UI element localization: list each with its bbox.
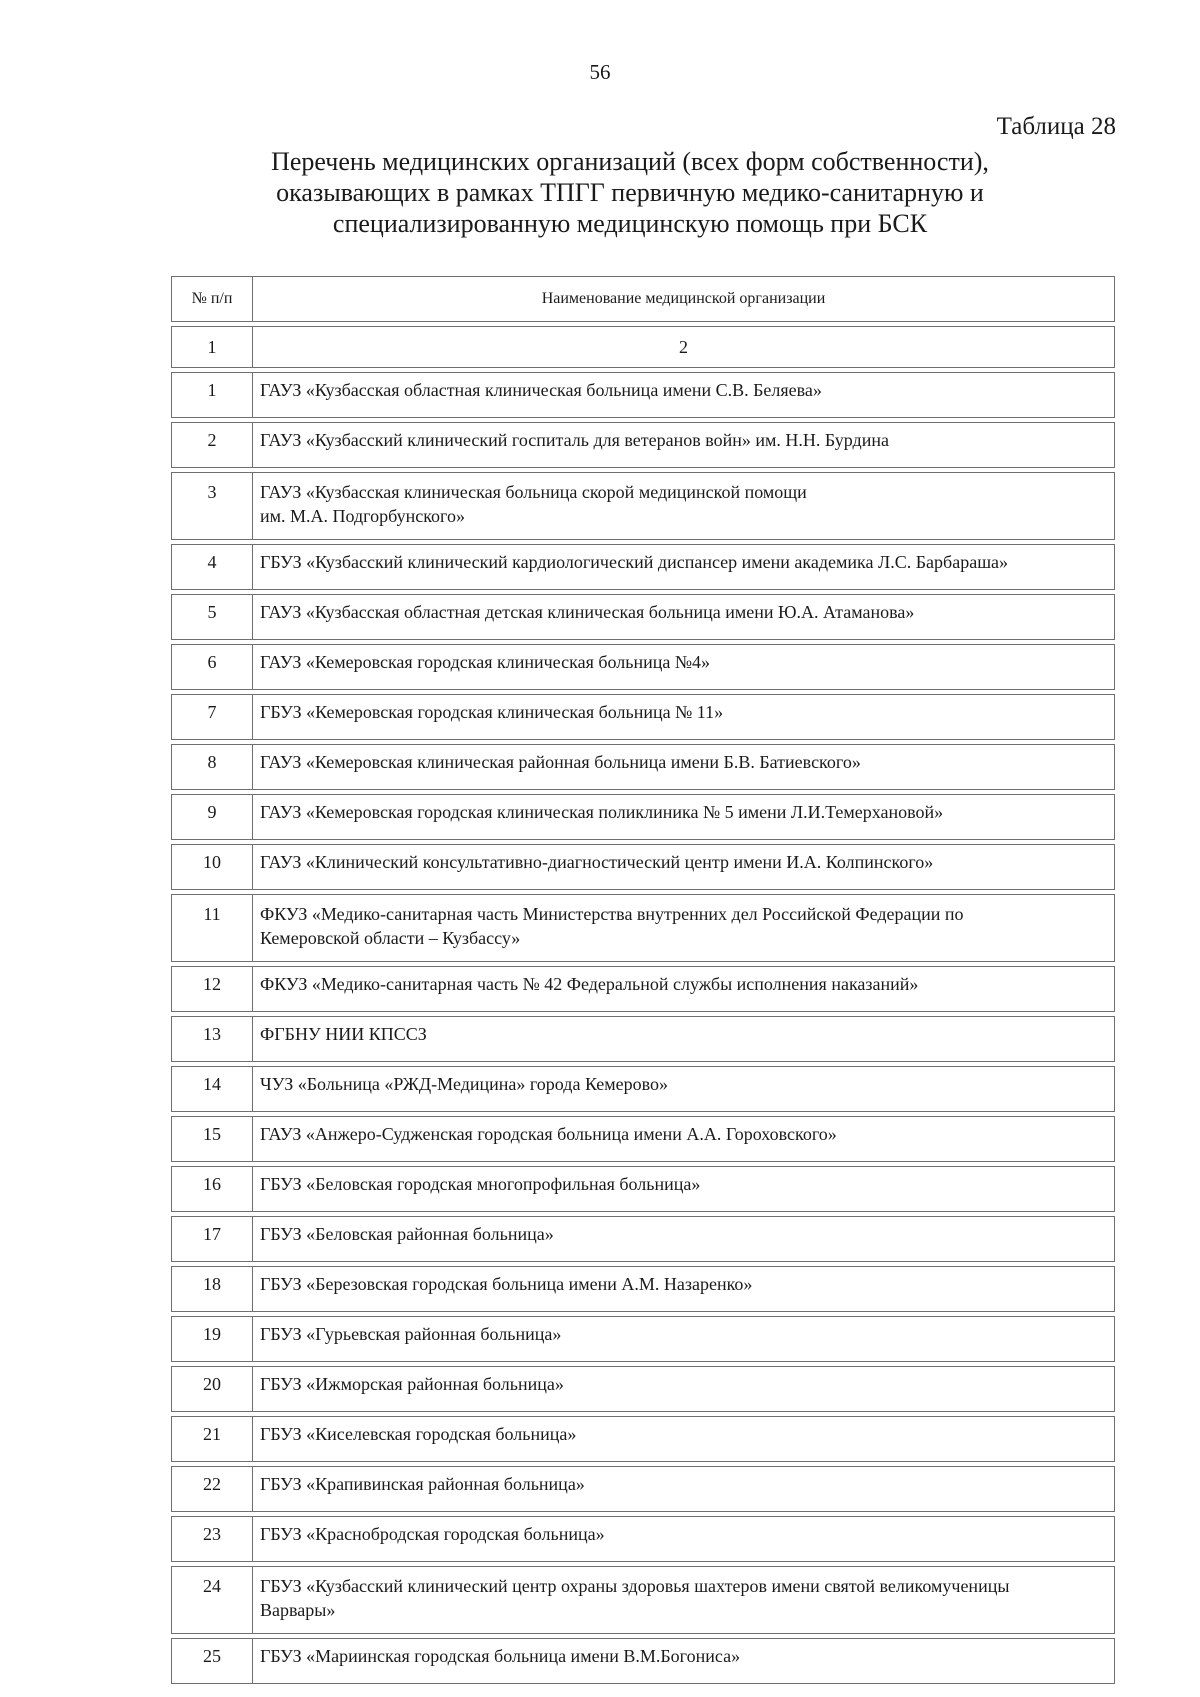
organization-name-line: ФКУЗ «Медико-санитарная часть Министерства внутренних дел Российской Федерации по: [260, 904, 964, 924]
organization-name: [253, 1516, 1115, 1562]
organization-name: [253, 1216, 1115, 1262]
table-row: [171, 1016, 1115, 1062]
row-number: 22: [171, 1466, 253, 1512]
row-number: 4: [171, 544, 253, 590]
table-row: [171, 1366, 1115, 1412]
row-number: 8: [171, 744, 253, 790]
table-row: [171, 1566, 1115, 1634]
organization-name-line: ЧУЗ «Больница «РЖД-Медицина» города Кемерово»: [260, 1074, 669, 1094]
table-row: [171, 694, 1115, 740]
organization-name-line: ГБУЗ «Мариинская городская больница имени В.М.Богониса»: [260, 1646, 741, 1666]
row-number: 10: [171, 844, 253, 890]
row-number: 13: [171, 1016, 253, 1062]
row-number: 24: [171, 1566, 253, 1634]
organization-name-line: Кемеровской области – Кузбассу»: [260, 928, 521, 948]
organization-name-line: ГБУЗ «Беловская районная больница»: [260, 1224, 554, 1244]
row-number: 15: [171, 1116, 253, 1162]
organization-name: [253, 1166, 1115, 1212]
table-row: [171, 594, 1115, 640]
table-caption: Таблица 28: [996, 113, 1116, 140]
table-row: [171, 372, 1115, 418]
row-number: 21: [171, 1416, 253, 1462]
table-row: [171, 1316, 1115, 1362]
column-number-1: 1: [171, 326, 253, 368]
organization-name-line: ГБУЗ «Кузбасский клинический центр охраны здоровья шахтеров имени святой великомученицы: [260, 1576, 1010, 1596]
organization-name-line: ГБУЗ «Киселевская городская больница»: [260, 1424, 577, 1444]
title-line: Перечень медицинских организаций (всех форм собственности),: [271, 147, 989, 176]
row-number: 19: [171, 1316, 253, 1362]
table-row: [171, 544, 1115, 590]
title-line: специализированную медицинскую помощь при БСК: [332, 209, 928, 238]
row-number: 16: [171, 1166, 253, 1212]
organizations-table: [171, 272, 1115, 1688]
table-row: [171, 472, 1115, 540]
row-number: 1: [171, 372, 253, 418]
organization-name-line: ГАУЗ «Кузбасский клинический госпиталь для ветеранов войн» им. Н.Н. Бурдина: [260, 430, 889, 450]
organization-name: [253, 894, 1115, 962]
organization-name-line: ГБУЗ «Березовская городская больница имени А.М. Назаренко»: [260, 1274, 753, 1294]
table-row: [171, 744, 1115, 790]
organization-name: [253, 1466, 1115, 1512]
table-row: [171, 1116, 1115, 1162]
organization-name-line: ГАУЗ «Кемеровская клиническая районная больница имени Б.В. Батиевского»: [260, 752, 861, 772]
table-row: [171, 422, 1115, 468]
row-number: 12: [171, 966, 253, 1012]
row-number: 18: [171, 1266, 253, 1312]
row-number: 7: [171, 694, 253, 740]
title-line: оказывающих в рамках ТПГГ первичную медико-санитарную и: [276, 178, 984, 207]
header-name: Наименование медицинской организации: [253, 276, 1115, 322]
table-row: [171, 966, 1115, 1012]
table-row: [171, 1416, 1115, 1462]
organization-name: [253, 794, 1115, 840]
row-number: 23: [171, 1516, 253, 1562]
organization-name: [253, 1116, 1115, 1162]
organization-name: [253, 644, 1115, 690]
organization-name-line: ГАУЗ «Анжеро-Судженская городская больница имени А.А. Гороховского»: [260, 1124, 837, 1144]
row-number: 14: [171, 1066, 253, 1112]
row-number: 3: [171, 472, 253, 540]
organization-name-line: ГБУЗ «Ижморская районная больница»: [260, 1374, 564, 1394]
table-row: [171, 1466, 1115, 1512]
page-number: 56: [589, 60, 611, 84]
table-row: [171, 644, 1115, 690]
organization-name-line: ГБУЗ «Гурьевская районная больница»: [260, 1324, 562, 1344]
column-numbers-row: [171, 326, 1115, 368]
organization-name-line: ГАУЗ «Кемеровская городская клиническая больница №4»: [260, 652, 711, 672]
organization-name: [253, 1266, 1115, 1312]
organization-name-line: ГАУЗ «Кемеровская городская клиническая поликлиника № 5 имени Л.И.Темерхановой»: [260, 802, 944, 822]
row-number: 25: [171, 1638, 253, 1684]
row-number: 17: [171, 1216, 253, 1262]
organization-name: [253, 1566, 1115, 1634]
organization-name-line: ФГБНУ НИИ КПССЗ: [260, 1024, 427, 1044]
column-number-2: 2: [253, 326, 1115, 368]
row-number: 6: [171, 644, 253, 690]
organization-name: [253, 1366, 1115, 1412]
row-number: 5: [171, 594, 253, 640]
table-row: [171, 894, 1115, 962]
organization-name: [253, 1016, 1115, 1062]
table-row: [171, 1166, 1115, 1212]
table-row: [171, 1216, 1115, 1262]
organization-name-line: ГБУЗ «Кузбасский клинический кардиологический диспансер имени академика Л.С. Барбараша»: [260, 552, 1009, 572]
organization-name: [253, 372, 1115, 418]
organization-name: [253, 1066, 1115, 1112]
organization-name: [253, 1638, 1115, 1684]
organization-name: [253, 1416, 1115, 1462]
row-number: 9: [171, 794, 253, 840]
organization-name-line: ГАУЗ «Кузбасская областная клиническая больница имени С.В. Беляева»: [260, 380, 822, 400]
organization-name: [253, 422, 1115, 468]
organization-name-line: Варвары»: [260, 1600, 336, 1620]
organization-name-line: ГАУЗ «Кузбасская областная детская клиническая больница имени Ю.А. Атаманова»: [260, 602, 915, 622]
header-num: № п/п: [171, 276, 253, 322]
table-row: [171, 844, 1115, 890]
table-row: [171, 794, 1115, 840]
table-row: [171, 1638, 1115, 1684]
organization-name: [253, 744, 1115, 790]
table-header-row: [171, 276, 1115, 322]
row-number: 2: [171, 422, 253, 468]
organization-name-line: ГБУЗ «Крапивинская районная больница»: [260, 1474, 585, 1494]
organization-name: [253, 1316, 1115, 1362]
organization-name-line: ГАУЗ «Кузбасская клиническая больница скорой медицинской помощи: [260, 482, 807, 502]
organization-name-line: ГАУЗ «Клинический консультативно-диагностический центр имени И.А. Колпинского»: [260, 852, 934, 872]
organization-name: [253, 544, 1115, 590]
table-row: [171, 1066, 1115, 1112]
table-row: [171, 1516, 1115, 1562]
organization-name: [253, 472, 1115, 540]
organization-name: [253, 844, 1115, 890]
organization-name-line: ГБУЗ «Кемеровская городская клиническая больница № 11»: [260, 702, 724, 722]
organization-name: [253, 966, 1115, 1012]
organization-name: [253, 694, 1115, 740]
table-row: [171, 1266, 1115, 1312]
organization-name: [253, 594, 1115, 640]
organization-name-line: ГБУЗ «Краснобродская городская больница»: [260, 1524, 605, 1544]
organization-name-line: ФКУЗ «Медико-санитарная часть № 42 Федеральной службы исполнения наказаний»: [260, 974, 919, 994]
organization-name-line: им. М.А. Подгорбунского»: [260, 506, 465, 526]
table-title: [170, 146, 1090, 239]
row-number: 20: [171, 1366, 253, 1412]
organization-name-line: ГБУЗ «Беловская городская многопрофильная больница»: [260, 1174, 701, 1194]
row-number: 11: [171, 894, 253, 962]
